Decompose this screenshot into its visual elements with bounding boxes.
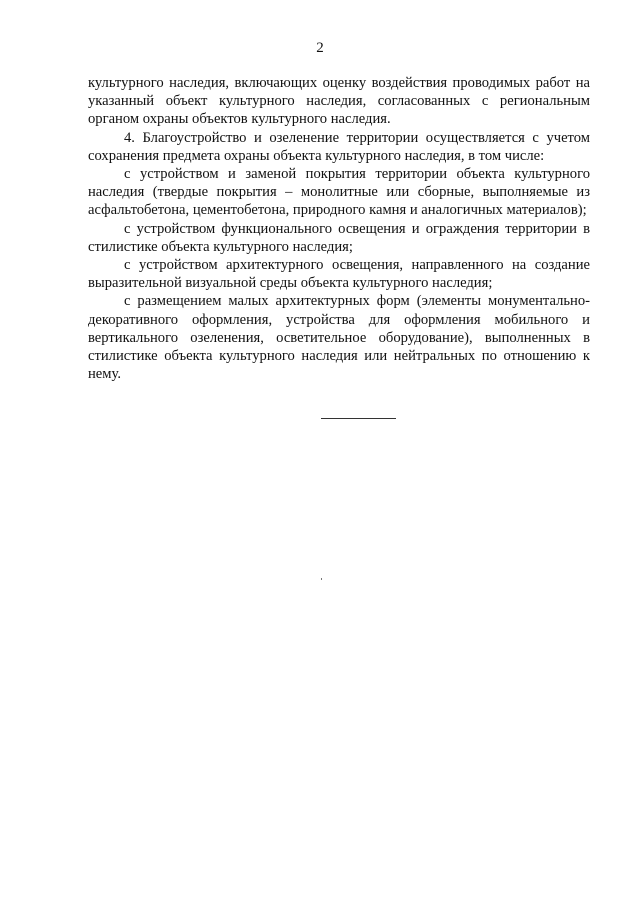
page-number: 2 bbox=[316, 40, 324, 56]
paragraph-architectural-lighting: с устройством архитектурного освещения, направленного на создание выразительной визуальной среды объекта культурного наследия; bbox=[88, 257, 590, 292]
scan-speck bbox=[321, 578, 322, 580]
paragraph-surface-covering: с устройством и заменой покрытия территории объекта культурного наследия (твердые покрытия – монолитные или сборные, выполняемые из асфальтобетона, цементобетона, природного камня и аналогичных материалов); bbox=[88, 166, 590, 219]
document-body bbox=[88, 74, 590, 383]
paragraph-continuation: культурного наследия, включающих оценку воздействия проводимых работ на указанный объект культурного наследия, согласованных с региональным органом охраны объектов культурного наследия. bbox=[88, 75, 590, 128]
paragraph-item-4: 4. Благоустройство и озеленение территории осуществляется с учетом сохранения предмета охраны объекта культурного наследия, в том числе: bbox=[88, 129, 590, 164]
paragraph-small-forms: с размещением малых архитектурных форм (элементы монументально-декоративного оформления, устройства для оформления мобильного и вертикального озеленения, осветительное оборудование), выполненных в стилистике объекта культурного наследия или нейтральных по отношению к нему. bbox=[88, 293, 590, 383]
paragraph-functional-lighting: с устройством функционального освещения и ограждения территории в стилистике объекта культурного наследия; bbox=[88, 220, 590, 255]
end-divider-line bbox=[321, 418, 396, 419]
